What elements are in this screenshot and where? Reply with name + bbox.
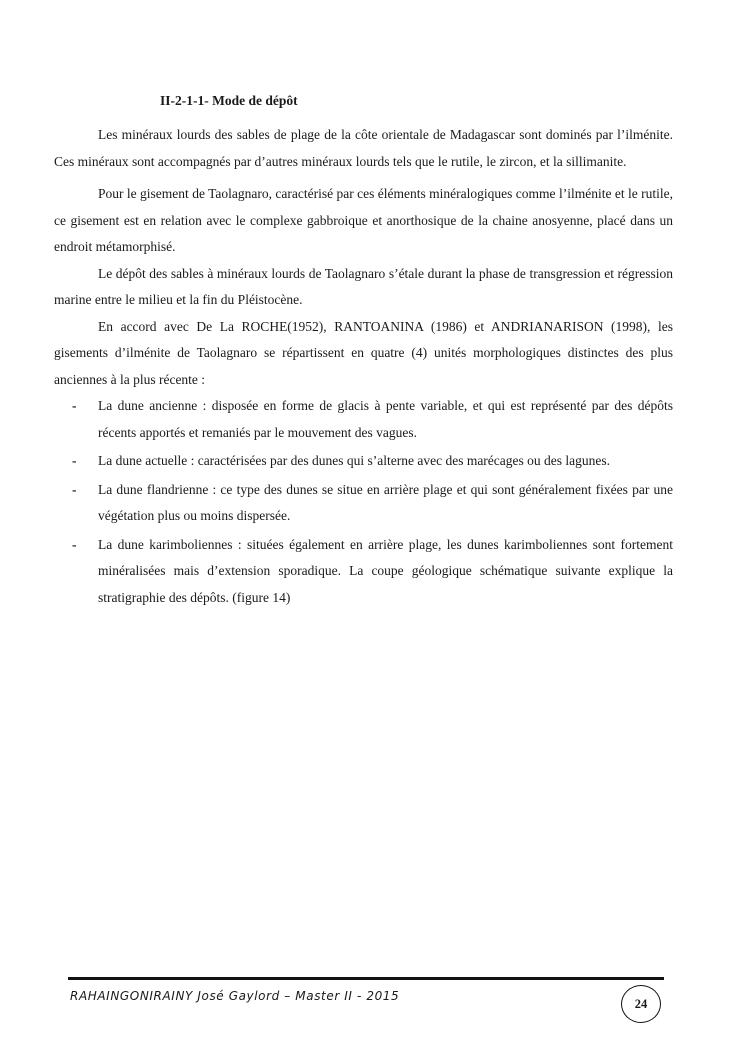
bullet-marker: - (72, 398, 77, 413)
list-item-text: La dune flandrienne : ce type des dunes se situe en arrière plage et qui sont généralement fixées par une végétation plus ou moins dispersée. (98, 481, 673, 523)
list-item-text: La dune ancienne : disposée en forme de glacis à pente variable, et qui est représenté par des dépôts récents apportés et remaniés par le mouvement des vagues. (98, 398, 673, 440)
paragraph-morphological-units: En accord avec De La ROCHE(1952), RANTOANINA (1986) et ANDRIANARISON (1998), les gisements d’ilménite de Taolagnaro se répartissent en quatre (4) unités morphologiques distinctes des plus anciennes à la plus récente : (54, 318, 673, 387)
section-title: II-2-1-1- Mode de dépôt (160, 93, 298, 108)
list-item-text: La dune actuelle : caractérisées par des dunes qui s’alterne avec des marécages ou des lagunes. (98, 453, 611, 468)
dune-units-list (54, 393, 673, 611)
bullet-marker: - (72, 536, 77, 552)
list-item (54, 532, 673, 612)
list-item (54, 448, 673, 475)
bullet-marker: - (72, 481, 77, 497)
list-item-text: La dune karimboliennes : situées également en arrière plage, les dunes karimboliennes sont fortement minéralisées mais d’extension sporadique. La coupe géologique schématique suivante explique la stratigraphie des dépôts. (figure 14) (98, 536, 673, 605)
list-item (54, 393, 673, 446)
bullet-marker: - (72, 453, 77, 468)
paragraph-heavy-minerals: Les minéraux lourds des sables de plage de la côte orientale de Madagascar sont dominés par l’ilménite. Ces minéraux sont accompagnés par d’autres minéraux lourds tels que le rutile, le zircon, et la sillimanite. (54, 127, 673, 169)
list-item (54, 477, 673, 530)
footer-divider (68, 977, 664, 980)
footer-author: RAHAINGONIRAINY José Gaylord – Master II - 2015 (70, 989, 400, 1003)
page-number: 24 (621, 985, 661, 1023)
paragraph-taolagnaro-deposit: Pour le gisement de Taolagnaro, caractérisé par ces éléments minéralogiques comme l’ilménite et le rutile, ce gisement est en relation avec le complexe gabbroique et anorthosique de la chaine anosyenne, placé dans un endroit métamorphisé. (54, 186, 673, 254)
paragraph-deposit-timing: Le dépôt des sables à minéraux lourds de Taolagnaro s’étale durant la phase de transgression et régression marine entre le milieu et la fin du Pléistocène. (54, 265, 673, 307)
page-body (54, 90, 673, 613)
